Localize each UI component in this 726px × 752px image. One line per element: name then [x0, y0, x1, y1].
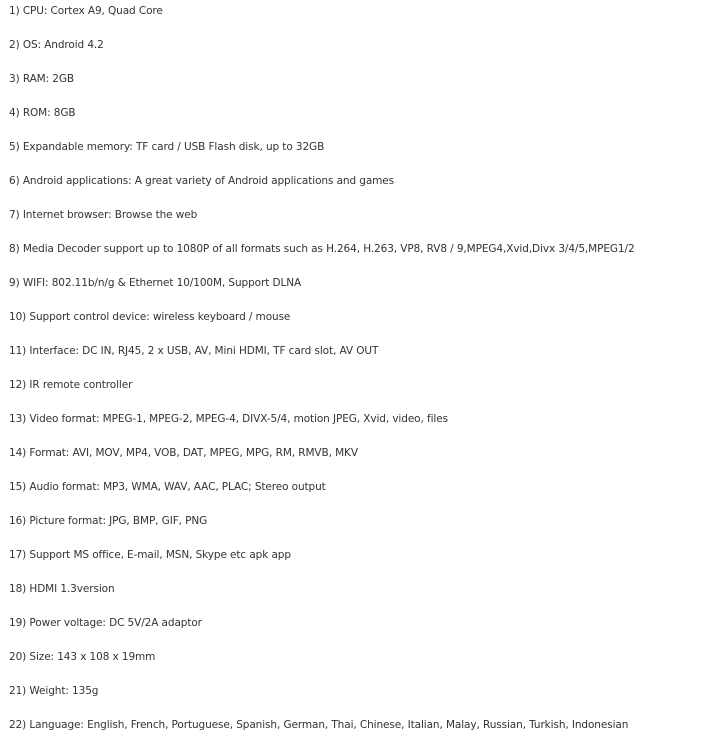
spec-item-wifi: 9) WIFI: 802.11b/n/g & Ethernet 10/100M, Support DLNA [9, 277, 302, 289]
spec-item-weight: 21) Weight: 135g [9, 685, 99, 697]
spec-item-media-decoder: 8) Media Decoder support up to 1080P of all formats such as H.264, H.263, VP8, RV8 / 9,MPEG4,Xvid,Divx 3/4/5,MPEG1/2 [9, 243, 635, 255]
spec-list [9, 4, 635, 752]
spec-item-cpu: 1) CPU: Cortex A9, Quad Core [9, 5, 163, 17]
spec-item-video-format: 13) Video format: MPEG-1, MPEG-2, MPEG-4, DIVX-5/4, motion JPEG, Xvid, video, files [9, 413, 448, 425]
spec-item-ram: 3) RAM: 2GB [9, 73, 75, 85]
spec-item-size: 20) Size: 143 x 108 x 19mm [9, 651, 156, 663]
spec-item-power-voltage: 19) Power voltage: DC 5V/2A adaptor [9, 617, 202, 629]
spec-item-os: 2) OS: Android 4.2 [9, 39, 104, 51]
spec-item-interface: 11) Interface: DC IN, RJ45, 2 x USB, AV, Mini HDMI, TF card slot, AV OUT [9, 345, 379, 357]
spec-item-internet-browser: 7) Internet browser: Browse the web [9, 209, 198, 221]
spec-item-rom: 4) ROM: 8GB [9, 107, 76, 119]
spec-item-picture-format: 16) Picture format: JPG, BMP, GIF, PNG [9, 515, 208, 527]
spec-item-ir-remote: 12) IR remote controller [9, 379, 133, 391]
spec-item-language: 22) Language: English, French, Portuguese, Spanish, German, Thai, Chinese, Italian, Malay, Russian, Turkish, Indonesian [9, 719, 629, 731]
spec-item-hdmi: 18) HDMI 1.3version [9, 583, 115, 595]
spec-item-expandable-memory: 5) Expandable memory: TF card / USB Flash disk, up to 32GB [9, 141, 325, 153]
spec-item-control-device: 10) Support control device: wireless keyboard / mouse [9, 311, 291, 323]
spec-item-ms-office: 17) Support MS office, E-mail, MSN, Skype etc apk app [9, 549, 291, 561]
spec-item-android-applications: 6) Android applications: A great variety of Android applications and games [9, 175, 395, 187]
spec-item-audio-format: 15) Audio format: MP3, WMA, WAV, AAC, PLAC; Stereo output [9, 481, 326, 493]
spec-item-format: 14) Format: AVI, MOV, MP4, VOB, DAT, MPEG, MPG, RM, RMVB, MKV [9, 447, 358, 459]
